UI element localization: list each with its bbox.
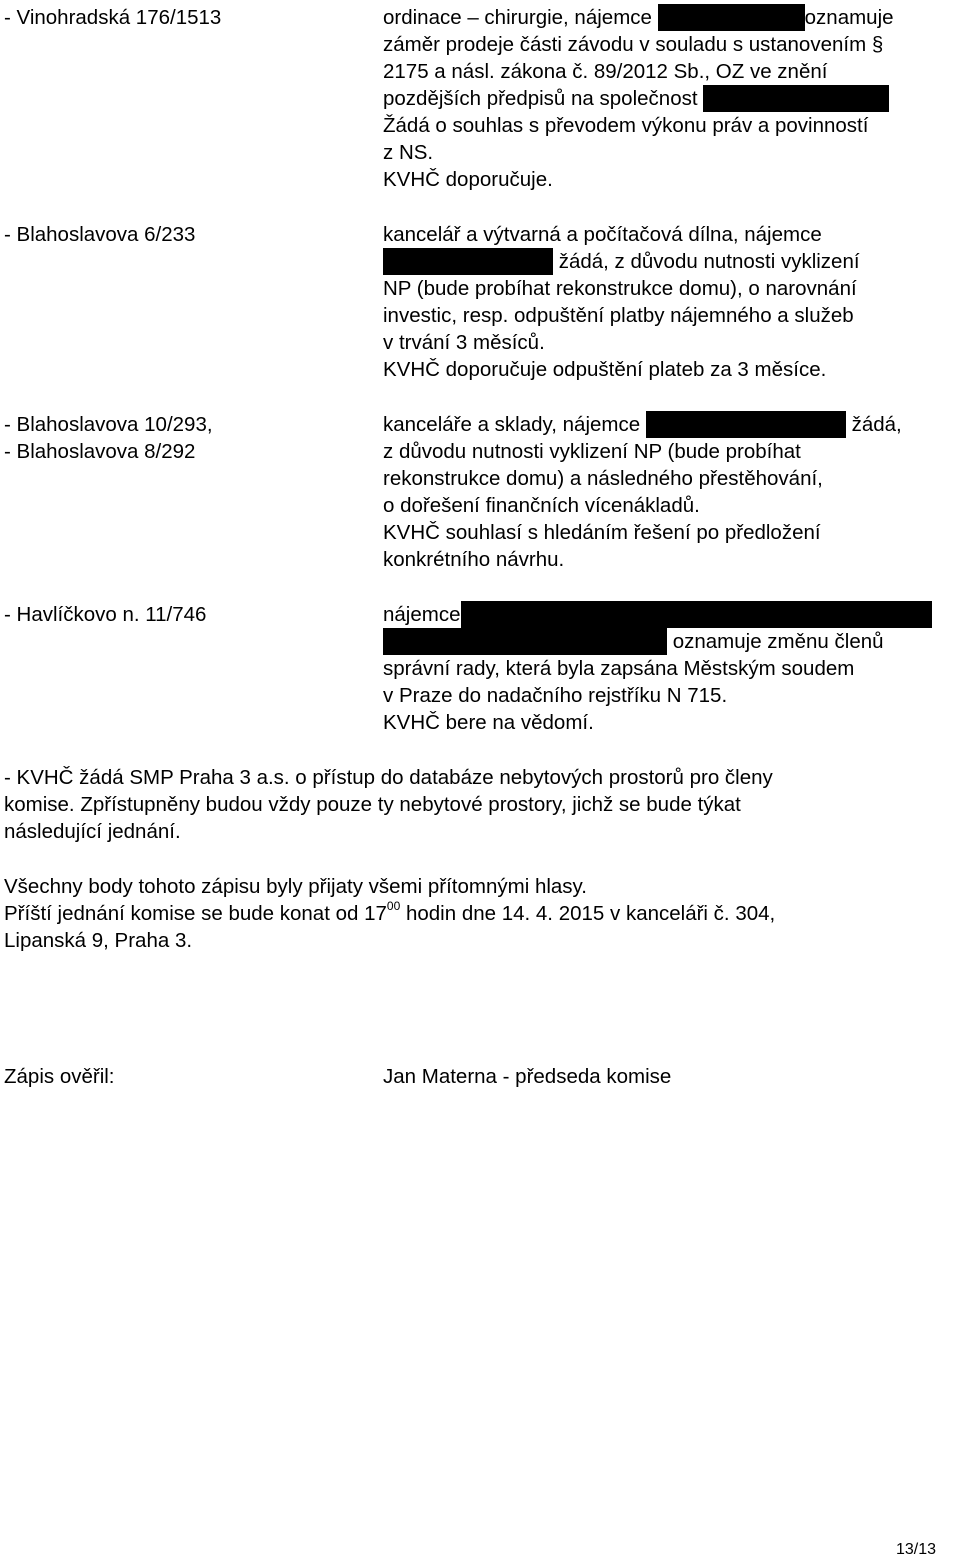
entry-2-line-2 bbox=[383, 248, 860, 275]
closing-line-2 bbox=[4, 900, 775, 927]
closing-line-2-post: hodin dne 14. 4. 2015 v kanceláři č. 304, bbox=[400, 902, 776, 925]
entry-3-line-6: konkrétního návrhu. bbox=[383, 548, 565, 571]
entry-1-line-1-post: oznamuje bbox=[804, 6, 894, 29]
signature-label: Zápis ověřil: bbox=[4, 1065, 115, 1088]
entry-4-decision: KVHČ bere na vědomí. bbox=[383, 711, 594, 734]
entry-3-line-1-pre: kanceláře a sklady, nájemce bbox=[383, 413, 641, 436]
entry-2-line-2-post: žádá, z důvodu nutnosti vyklizení bbox=[558, 250, 860, 273]
entry-2-line-4: investic, resp. odpuštění platby nájemného a služeb bbox=[383, 304, 854, 327]
entry-4-line-1 bbox=[383, 601, 932, 628]
closing-line-2-pre: Příští jednání komise se bude konat od 17 bbox=[4, 902, 387, 925]
signature-name: Jan Materna - předseda komise bbox=[383, 1065, 672, 1088]
entry-3-line-2: z důvodu nutnosti vyklizení NP (bude probíhat bbox=[383, 440, 801, 463]
entry-1-address: - Vinohradská 176/1513 bbox=[4, 6, 222, 29]
entry-3-line-1-post: žádá, bbox=[851, 413, 902, 436]
entry-3-line-1 bbox=[383, 411, 902, 438]
entry-2-line-1: kancelář a výtvarná a počítačová dílna, nájemce bbox=[383, 223, 822, 246]
redaction bbox=[383, 248, 553, 275]
time-superscript: 00 bbox=[386, 899, 401, 914]
entry-2-line-5: v trvání 3 měsíců. bbox=[383, 331, 545, 354]
entry-1-line-6: z NS. bbox=[383, 141, 434, 164]
entry-1-line-4-pre: pozdějších předpisů na společnost bbox=[383, 87, 698, 110]
redaction bbox=[703, 85, 889, 112]
entry-1-line-2: záměr prodeje části závodu v souladu s ustanovením § bbox=[383, 33, 884, 56]
page-number: 13/13 bbox=[895, 1541, 936, 1558]
entry-1-line-1 bbox=[383, 4, 894, 31]
redaction bbox=[658, 4, 805, 31]
entry-1-line-5: Žádá o souhlas s převodem výkonu práv a povinností bbox=[383, 114, 869, 137]
entry-4-line-4: v Praze do nadačního rejstříku N 715. bbox=[383, 684, 728, 707]
redaction bbox=[646, 411, 846, 438]
entry-4-line-2 bbox=[383, 628, 884, 655]
entry-1-line-4 bbox=[383, 85, 889, 112]
entry-2-address: - Blahoslavova 6/233 bbox=[4, 223, 196, 246]
entry-4-line-1-pre: nájemce bbox=[383, 603, 461, 626]
closing-line-3: Lipanská 9, Praha 3. bbox=[4, 929, 193, 952]
request-line-1: - KVHČ žádá SMP Praha 3 a.s. o přístup do databáze nebytových prostorů pro členy bbox=[4, 766, 773, 789]
entry-4-line-3: správní rady, která byla zapsána Městským soudem bbox=[383, 657, 855, 680]
entry-1-line-1-pre: ordinace – chirurgie, nájemce bbox=[383, 6, 652, 29]
entry-3-address-2: - Blahoslavova 8/292 bbox=[4, 440, 196, 463]
entry-4-address: - Havlíčkovo n. 11/746 bbox=[4, 603, 207, 626]
entry-3-line-5: KVHČ souhlasí s hledáním řešení po předložení bbox=[383, 521, 821, 544]
entry-2-decision: KVHČ doporučuje odpuštění plateb za 3 měsíce. bbox=[383, 358, 827, 381]
entry-4-line-2-post: oznamuje změnu členů bbox=[672, 630, 884, 653]
request-line-3: následující jednání. bbox=[4, 820, 181, 843]
entry-3-line-3: rekonstrukce domu) a následného přestěhování, bbox=[383, 467, 823, 490]
request-line-2: komise. Zpřístupněny budou vždy pouze ty nebytové prostory, jichž se bude týkat bbox=[4, 793, 741, 816]
closing-line-1: Všechny body tohoto zápisu byly přijaty všemi přítomnými hlasy. bbox=[4, 875, 587, 898]
redaction bbox=[461, 601, 932, 628]
entry-3-address-1: - Blahoslavova 10/293, bbox=[4, 413, 213, 436]
entry-3-line-4: o dořešení finančních vícenákladů. bbox=[383, 494, 700, 517]
entry-1-decision: KVHČ doporučuje. bbox=[383, 168, 553, 191]
entry-2-line-3: NP (bude probíhat rekonstrukce domu), o narovnání bbox=[383, 277, 857, 300]
entry-1-line-3: 2175 a násl. zákona č. 89/2012 Sb., OZ ve znění bbox=[383, 60, 828, 83]
redaction bbox=[383, 628, 667, 655]
